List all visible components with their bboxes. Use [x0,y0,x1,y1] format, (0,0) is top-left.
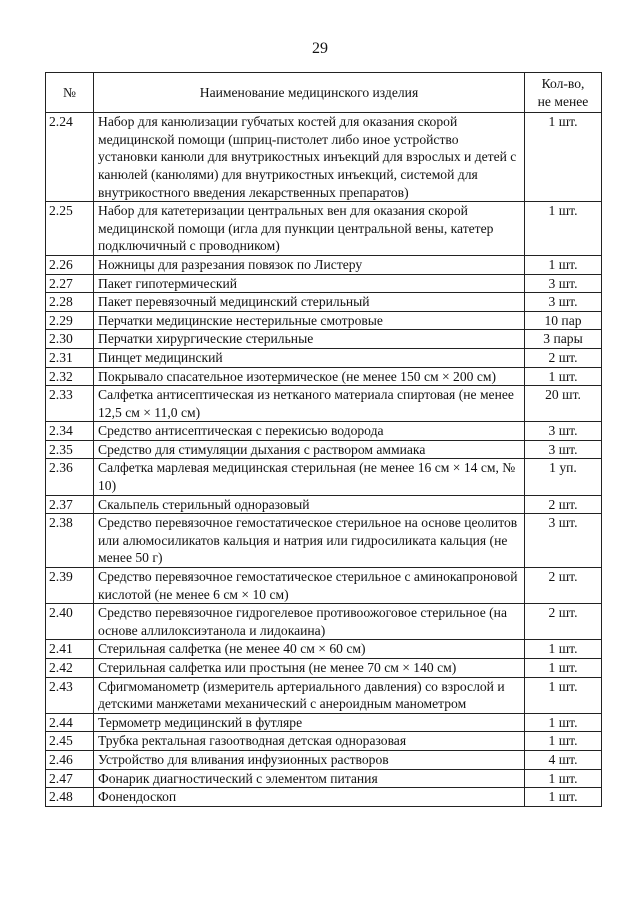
item-name: Средство перевязочное гидрогелевое противоожоговое стерильное (на основе аллилоксиэтанола и лидокаина) [94,604,525,640]
item-name: Средство для стимуляции дыхания с раствором аммиака [94,440,525,459]
row-number: 2.46 [46,750,94,769]
table-row [46,422,602,441]
table-row [46,386,602,422]
item-quantity: 4 шт. [525,750,602,769]
table-row [46,330,602,349]
table-row [46,788,602,807]
row-number: 2.44 [46,713,94,732]
row-number: 2.28 [46,293,94,312]
table-header-row [46,73,602,113]
item-quantity: 1 шт. [525,677,602,713]
row-number: 2.25 [46,202,94,256]
item-name: Пакет перевязочный медицинский стерильный [94,293,525,312]
item-quantity: 10 пар [525,311,602,330]
item-quantity: 1 шт. [525,732,602,751]
table-row [46,732,602,751]
item-name: Фонарик диагностический с элементом питания [94,769,525,788]
header-number: № [46,73,94,113]
table-row [46,769,602,788]
row-number: 2.24 [46,113,94,202]
item-quantity: 3 шт. [525,440,602,459]
row-number: 2.43 [46,677,94,713]
table-row [46,713,602,732]
item-quantity: 3 шт. [525,422,602,441]
header-quantity-line1: Кол-во, [541,76,585,91]
header-quantity [525,73,602,113]
row-number: 2.32 [46,367,94,386]
item-quantity: 20 шт. [525,386,602,422]
row-number: 2.36 [46,459,94,495]
item-quantity: 3 шт. [525,514,602,568]
table-row [46,750,602,769]
table-row [46,568,602,604]
item-name: Стерильная салфетка (не менее 40 см × 60 см) [94,640,525,659]
row-number: 2.26 [46,255,94,274]
item-name: Пинцет медицинский [94,348,525,367]
item-name: Покрывало спасательное изотермическое (не менее 150 см × 200 см) [94,367,525,386]
item-name: Салфетка антисептическая из нетканого материала спиртовая (не менее 12,5 см × 11,0 см) [94,386,525,422]
medical-items-table [45,72,602,807]
item-quantity: 1 шт. [525,113,602,202]
row-number: 2.39 [46,568,94,604]
item-name: Пакет гипотермический [94,274,525,293]
table-row [46,311,602,330]
row-number: 2.47 [46,769,94,788]
table-row [46,495,602,514]
row-number: 2.37 [46,495,94,514]
row-number: 2.48 [46,788,94,807]
item-quantity: 1 шт. [525,713,602,732]
item-name: Трубка ректальная газоотводная детская одноразовая [94,732,525,751]
row-number: 2.29 [46,311,94,330]
item-quantity: 3 шт. [525,293,602,312]
table-body [46,113,602,807]
table-row [46,293,602,312]
header-quantity-line2: не менее [537,93,589,109]
item-name: Набор для катетеризации центральных вен для оказания скорой медицинской помощи (игла для пункции центральной вены, катетер подключичный с проводником) [94,202,525,256]
table-row [46,274,602,293]
item-name: Сфигмоманометр (измеритель артериального давления) со взрослой и детскими манжетами механический с анероидным манометром [94,677,525,713]
item-name: Фонендоскоп [94,788,525,807]
item-name: Набор для канюлизации губчатых костей для оказания скорой медицинской помощи (шприц-пистолет либо иное устройство установки канюли для внутрикостных инъекций для взрослых и детей с канюлей (канюлями) для внутрикостных инъекций, системой для внутрикостного введения лекарственных препаратов) [94,113,525,202]
item-quantity: 3 пары [525,330,602,349]
row-number: 2.30 [46,330,94,349]
table-row [46,459,602,495]
item-name: Перчатки хирургические стерильные [94,330,525,349]
item-quantity: 2 шт. [525,348,602,367]
row-number: 2.31 [46,348,94,367]
table-row [46,659,602,678]
item-name: Стерильная салфетка или простыня (не менее 70 см × 140 см) [94,659,525,678]
item-quantity: 1 шт. [525,788,602,807]
item-quantity: 2 шт. [525,495,602,514]
row-number: 2.35 [46,440,94,459]
table-row [46,514,602,568]
row-number: 2.38 [46,514,94,568]
item-name: Средство перевязочное гемостатическое стерильное на основе цеолитов или алюмосиликатов кальция и натрия или гидросиликата кальция (не менее 50 г) [94,514,525,568]
page-number: 29 [312,40,328,57]
item-name: Устройство для вливания инфузионных растворов [94,750,525,769]
table-row [46,640,602,659]
item-quantity: 1 шт. [525,659,602,678]
table-row [46,440,602,459]
item-quantity: 1 шт. [525,769,602,788]
item-name: Салфетка марлевая медицинская стерильная (не менее 16 см × 14 см, № 10) [94,459,525,495]
row-number: 2.34 [46,422,94,441]
item-name: Средство антисептическая с перекисью водорода [94,422,525,441]
item-name: Термометр медицинский в футляре [94,713,525,732]
item-quantity: 3 шт. [525,274,602,293]
table-row [46,202,602,256]
table-row [46,677,602,713]
item-quantity: 2 шт. [525,604,602,640]
table-row [46,604,602,640]
table-row [46,348,602,367]
header-item-name: Наименование медицинского изделия [94,73,525,113]
row-number: 2.42 [46,659,94,678]
item-quantity: 1 шт. [525,202,602,256]
item-name: Скальпель стерильный одноразовый [94,495,525,514]
row-number: 2.33 [46,386,94,422]
item-quantity: 2 шт. [525,568,602,604]
item-quantity: 1 шт. [525,640,602,659]
item-name: Ножницы для разрезания повязок по Листеру [94,255,525,274]
item-name: Перчатки медицинские нестерильные смотровые [94,311,525,330]
row-number: 2.40 [46,604,94,640]
table-row [46,367,602,386]
item-quantity: 1 уп. [525,459,602,495]
row-number: 2.27 [46,274,94,293]
item-quantity: 1 шт. [525,255,602,274]
table-row [46,255,602,274]
row-number: 2.45 [46,732,94,751]
item-name: Средство перевязочное гемостатическое стерильное с аминокапроновой кислотой (не менее 6 см × 10 см) [94,568,525,604]
table-row [46,113,602,202]
row-number: 2.41 [46,640,94,659]
item-quantity: 1 шт. [525,367,602,386]
